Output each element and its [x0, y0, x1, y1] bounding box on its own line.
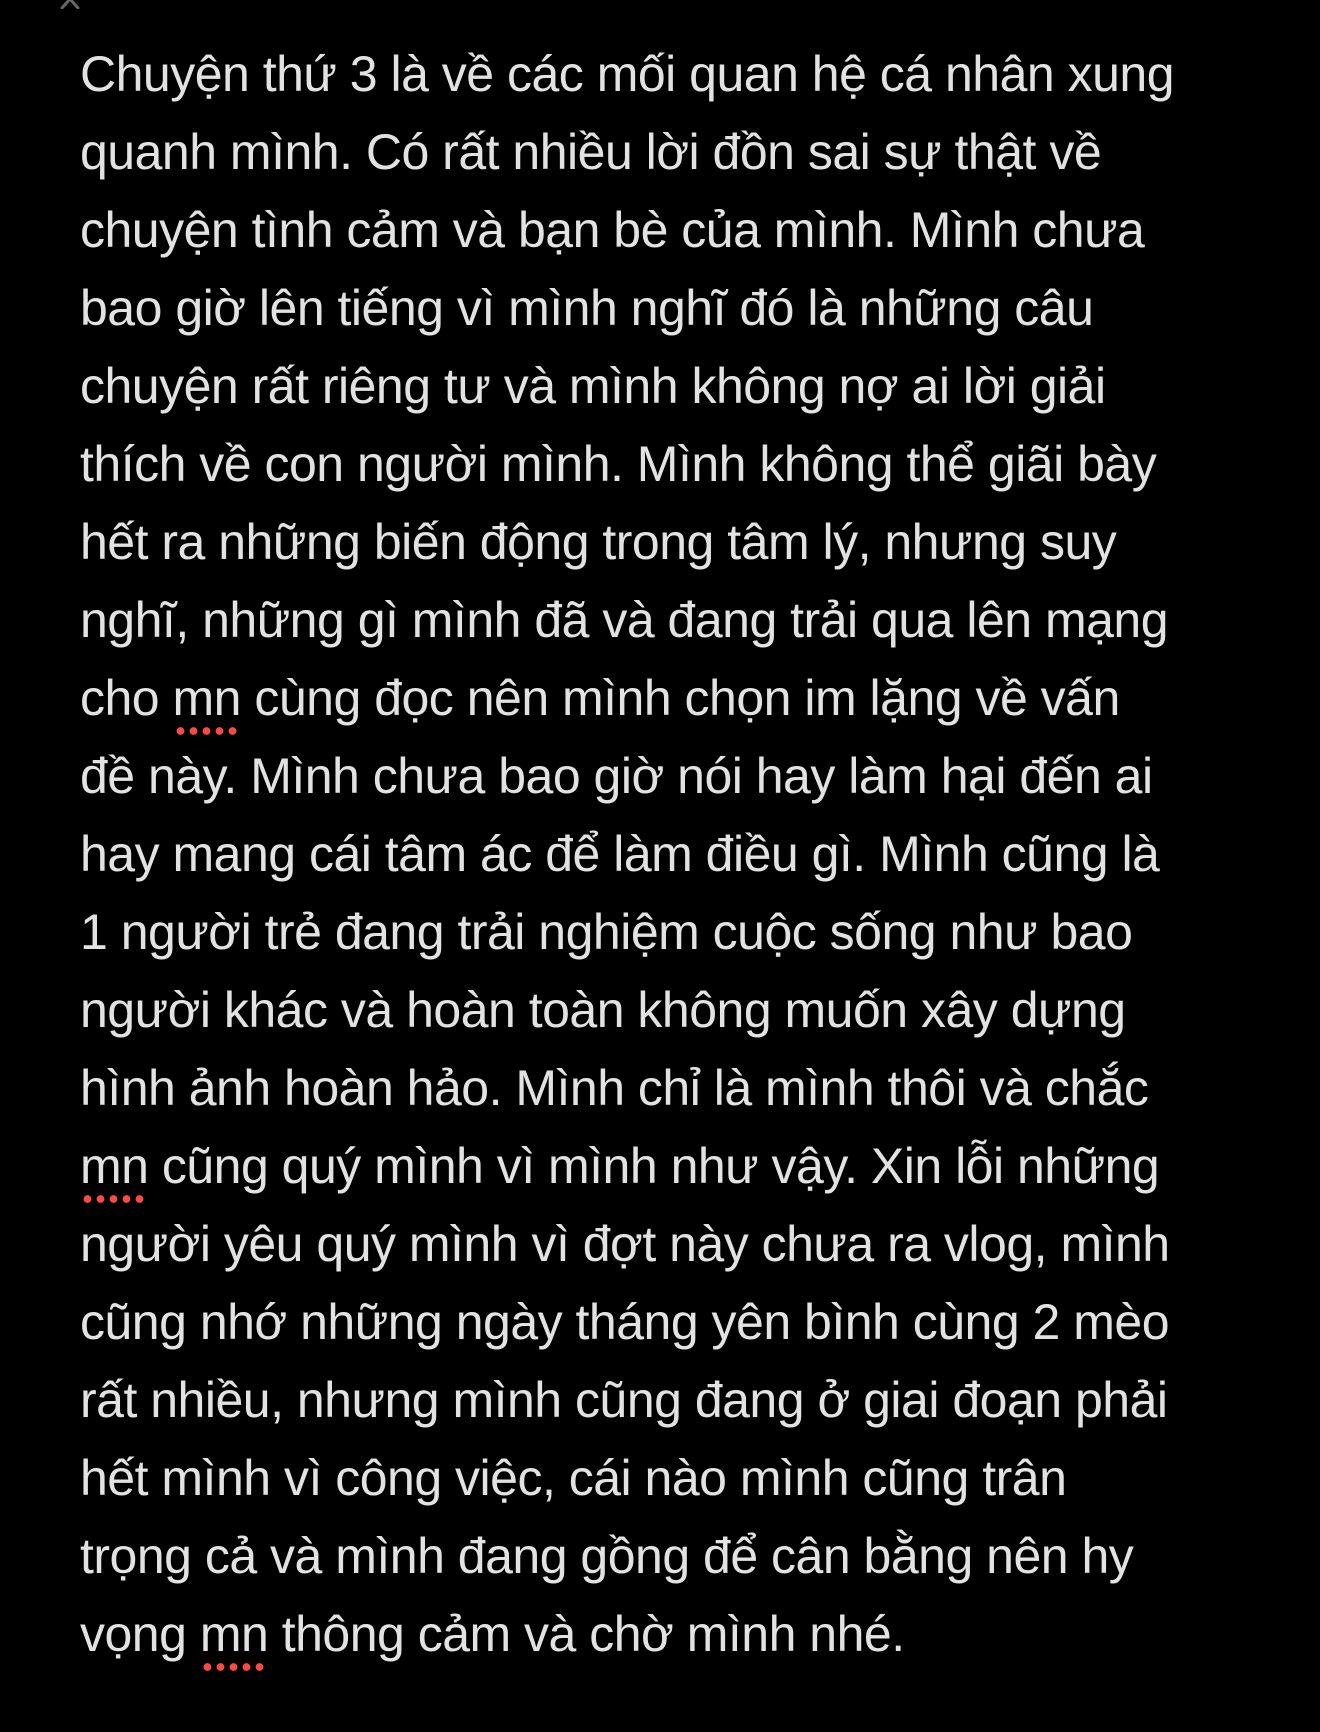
line-text: người yêu quý mình vì đợt này chưa ra vlog, mình — [80, 1216, 1170, 1272]
line-text: hình ảnh hoàn hảo. Mình chỉ là mình thôi và chắc — [80, 1060, 1149, 1116]
line-text: vọng — [80, 1606, 200, 1662]
text-line — [80, 581, 1265, 659]
text-line — [80, 347, 1265, 425]
line-text: cũng quý mình vì mình như vậy. Xin lỗi những — [148, 1138, 1160, 1194]
text-line — [80, 1049, 1265, 1127]
line-text: rất nhiều, nhưng mình cũng đang ở giai đoạn phải — [80, 1372, 1168, 1428]
post-text — [80, 35, 1265, 1673]
line-text: bao giờ lên tiếng vì mình nghĩ đó là những câu — [80, 280, 1094, 336]
text-line — [80, 1595, 1265, 1673]
line-text: chuyện tình cảm và bạn bè của mình. Mình chưa — [80, 202, 1145, 258]
text-line — [80, 815, 1265, 893]
line-text: thông cảm và chờ mình nhé. — [268, 1606, 905, 1662]
cropped-glyph-fragment — [60, 0, 80, 9]
text-line — [80, 1361, 1265, 1439]
line-text: cho — [80, 670, 173, 726]
text-line — [80, 737, 1265, 815]
line-text: người khác và hoàn toàn không muốn xây dựng — [80, 982, 1126, 1038]
text-line — [80, 971, 1265, 1049]
misspelled-word: mn — [200, 1595, 268, 1673]
text-line — [80, 1283, 1265, 1361]
line-text: cùng đọc nên mình chọn im lặng về vấn — [240, 670, 1120, 726]
line-text: trọng cả và mình đang gồng để cân bằng nên hy — [80, 1528, 1134, 1584]
text-line — [80, 659, 1265, 737]
text-line — [80, 269, 1265, 347]
text-line — [80, 893, 1265, 971]
line-text: thích về con người mình. Mình không thể giãi bày — [80, 436, 1157, 492]
misspelled-word: mn — [80, 1127, 148, 1205]
text-line — [80, 503, 1265, 581]
text-line — [80, 1205, 1265, 1283]
line-text: hết mình vì công việc, cái nào mình cũng trân — [80, 1450, 1067, 1506]
line-text: hay mang cái tâm ác để làm điều gì. Mình cũng là — [80, 826, 1160, 882]
text-line — [80, 35, 1265, 113]
line-text: đề này. Mình chưa bao giờ nói hay làm hại đến ai — [80, 748, 1153, 804]
line-text: cũng nhớ những ngày tháng yên bình cùng 2 mèo — [80, 1294, 1170, 1350]
text-line — [80, 1517, 1265, 1595]
text-line — [80, 191, 1265, 269]
text-line — [80, 425, 1265, 503]
text-line — [80, 1127, 1265, 1205]
line-text: quanh mình. Có rất nhiều lời đồn sai sự thật về — [80, 124, 1102, 180]
misspelled-word: mn — [173, 659, 241, 737]
text-line — [80, 1439, 1265, 1517]
line-text: nghĩ, những gì mình đã và đang trải qua lên mạng — [80, 592, 1169, 648]
line-text: chuyện rất riêng tư và mình không nợ ai lời giải — [80, 358, 1106, 414]
line-text: hết ra những biến động trong tâm lý, nhưng suy — [80, 514, 1117, 570]
line-text: Chuyện thứ 3 là về các mối quan hệ cá nhân xung — [80, 46, 1175, 102]
text-line — [80, 113, 1265, 191]
line-text: 1 người trẻ đang trải nghiệm cuộc sống như bao — [80, 904, 1133, 960]
